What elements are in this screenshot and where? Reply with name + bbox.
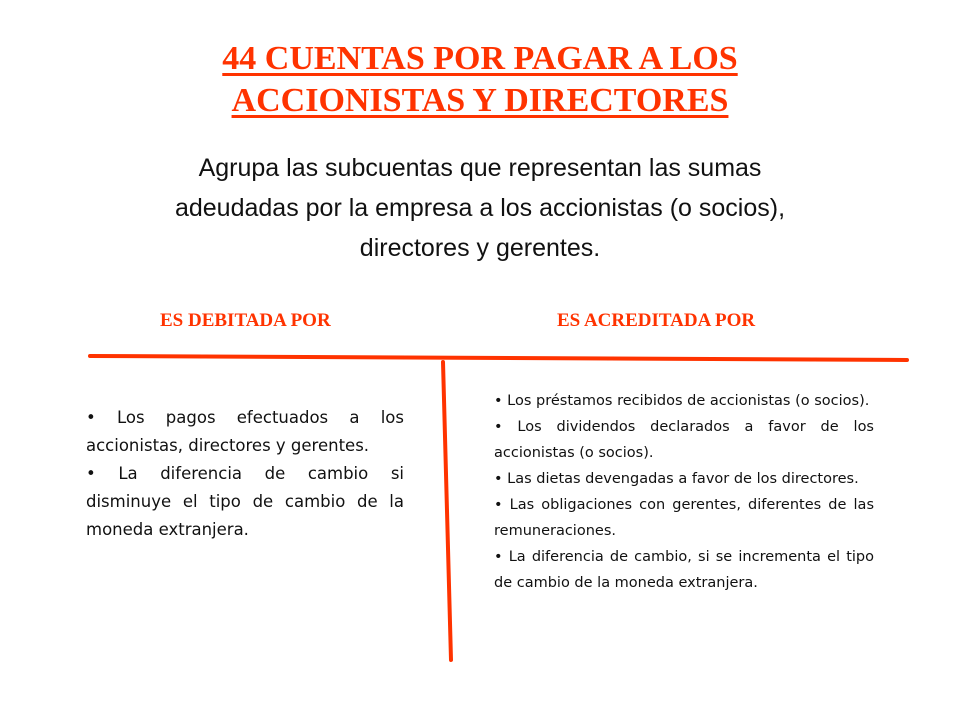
t-account-vertical-line — [443, 362, 451, 660]
credit-item: • Las obligaciones con gerentes, diferentes de las remuneraciones. — [494, 497, 874, 539]
title-line-1: 44 CUENTAS POR PAGAR A LOS — [222, 40, 738, 77]
description-line-3: directores y gerentes. — [359, 234, 601, 262]
debit-list — [86, 404, 404, 544]
credit-header: ES ACREDITADA POR — [557, 310, 756, 331]
debit-item: • Los pagos efectuados a los accionistas, directores y gerentes. — [86, 408, 404, 455]
credit-item: • La diferencia de cambio, si se incrementa el tipo de cambio de la moneda extranjera. — [494, 549, 874, 591]
credit-item: • Los dividendos declarados a favor de los accionistas (o socios). — [494, 419, 874, 461]
debit-header: ES DEBITADA POR — [160, 310, 331, 331]
credit-item: • Los préstamos recibidos de accionistas (o socios). — [494, 393, 870, 409]
description-line-2: adeudadas por la empresa a los accionistas (o socios), — [174, 194, 786, 222]
description-line-1: Agrupa las subcuentas que representan las sumas — [198, 154, 762, 182]
debit-item: • La diferencia de cambio si disminuye el tipo de cambio de la moneda extranjera. — [86, 464, 404, 539]
credit-item: • Las dietas devengadas a favor de los directores. — [494, 471, 859, 487]
t-account-horizontal-line — [90, 356, 907, 360]
credit-list — [494, 388, 874, 596]
title-line-2: ACCIONISTAS Y DIRECTORES — [231, 82, 729, 119]
